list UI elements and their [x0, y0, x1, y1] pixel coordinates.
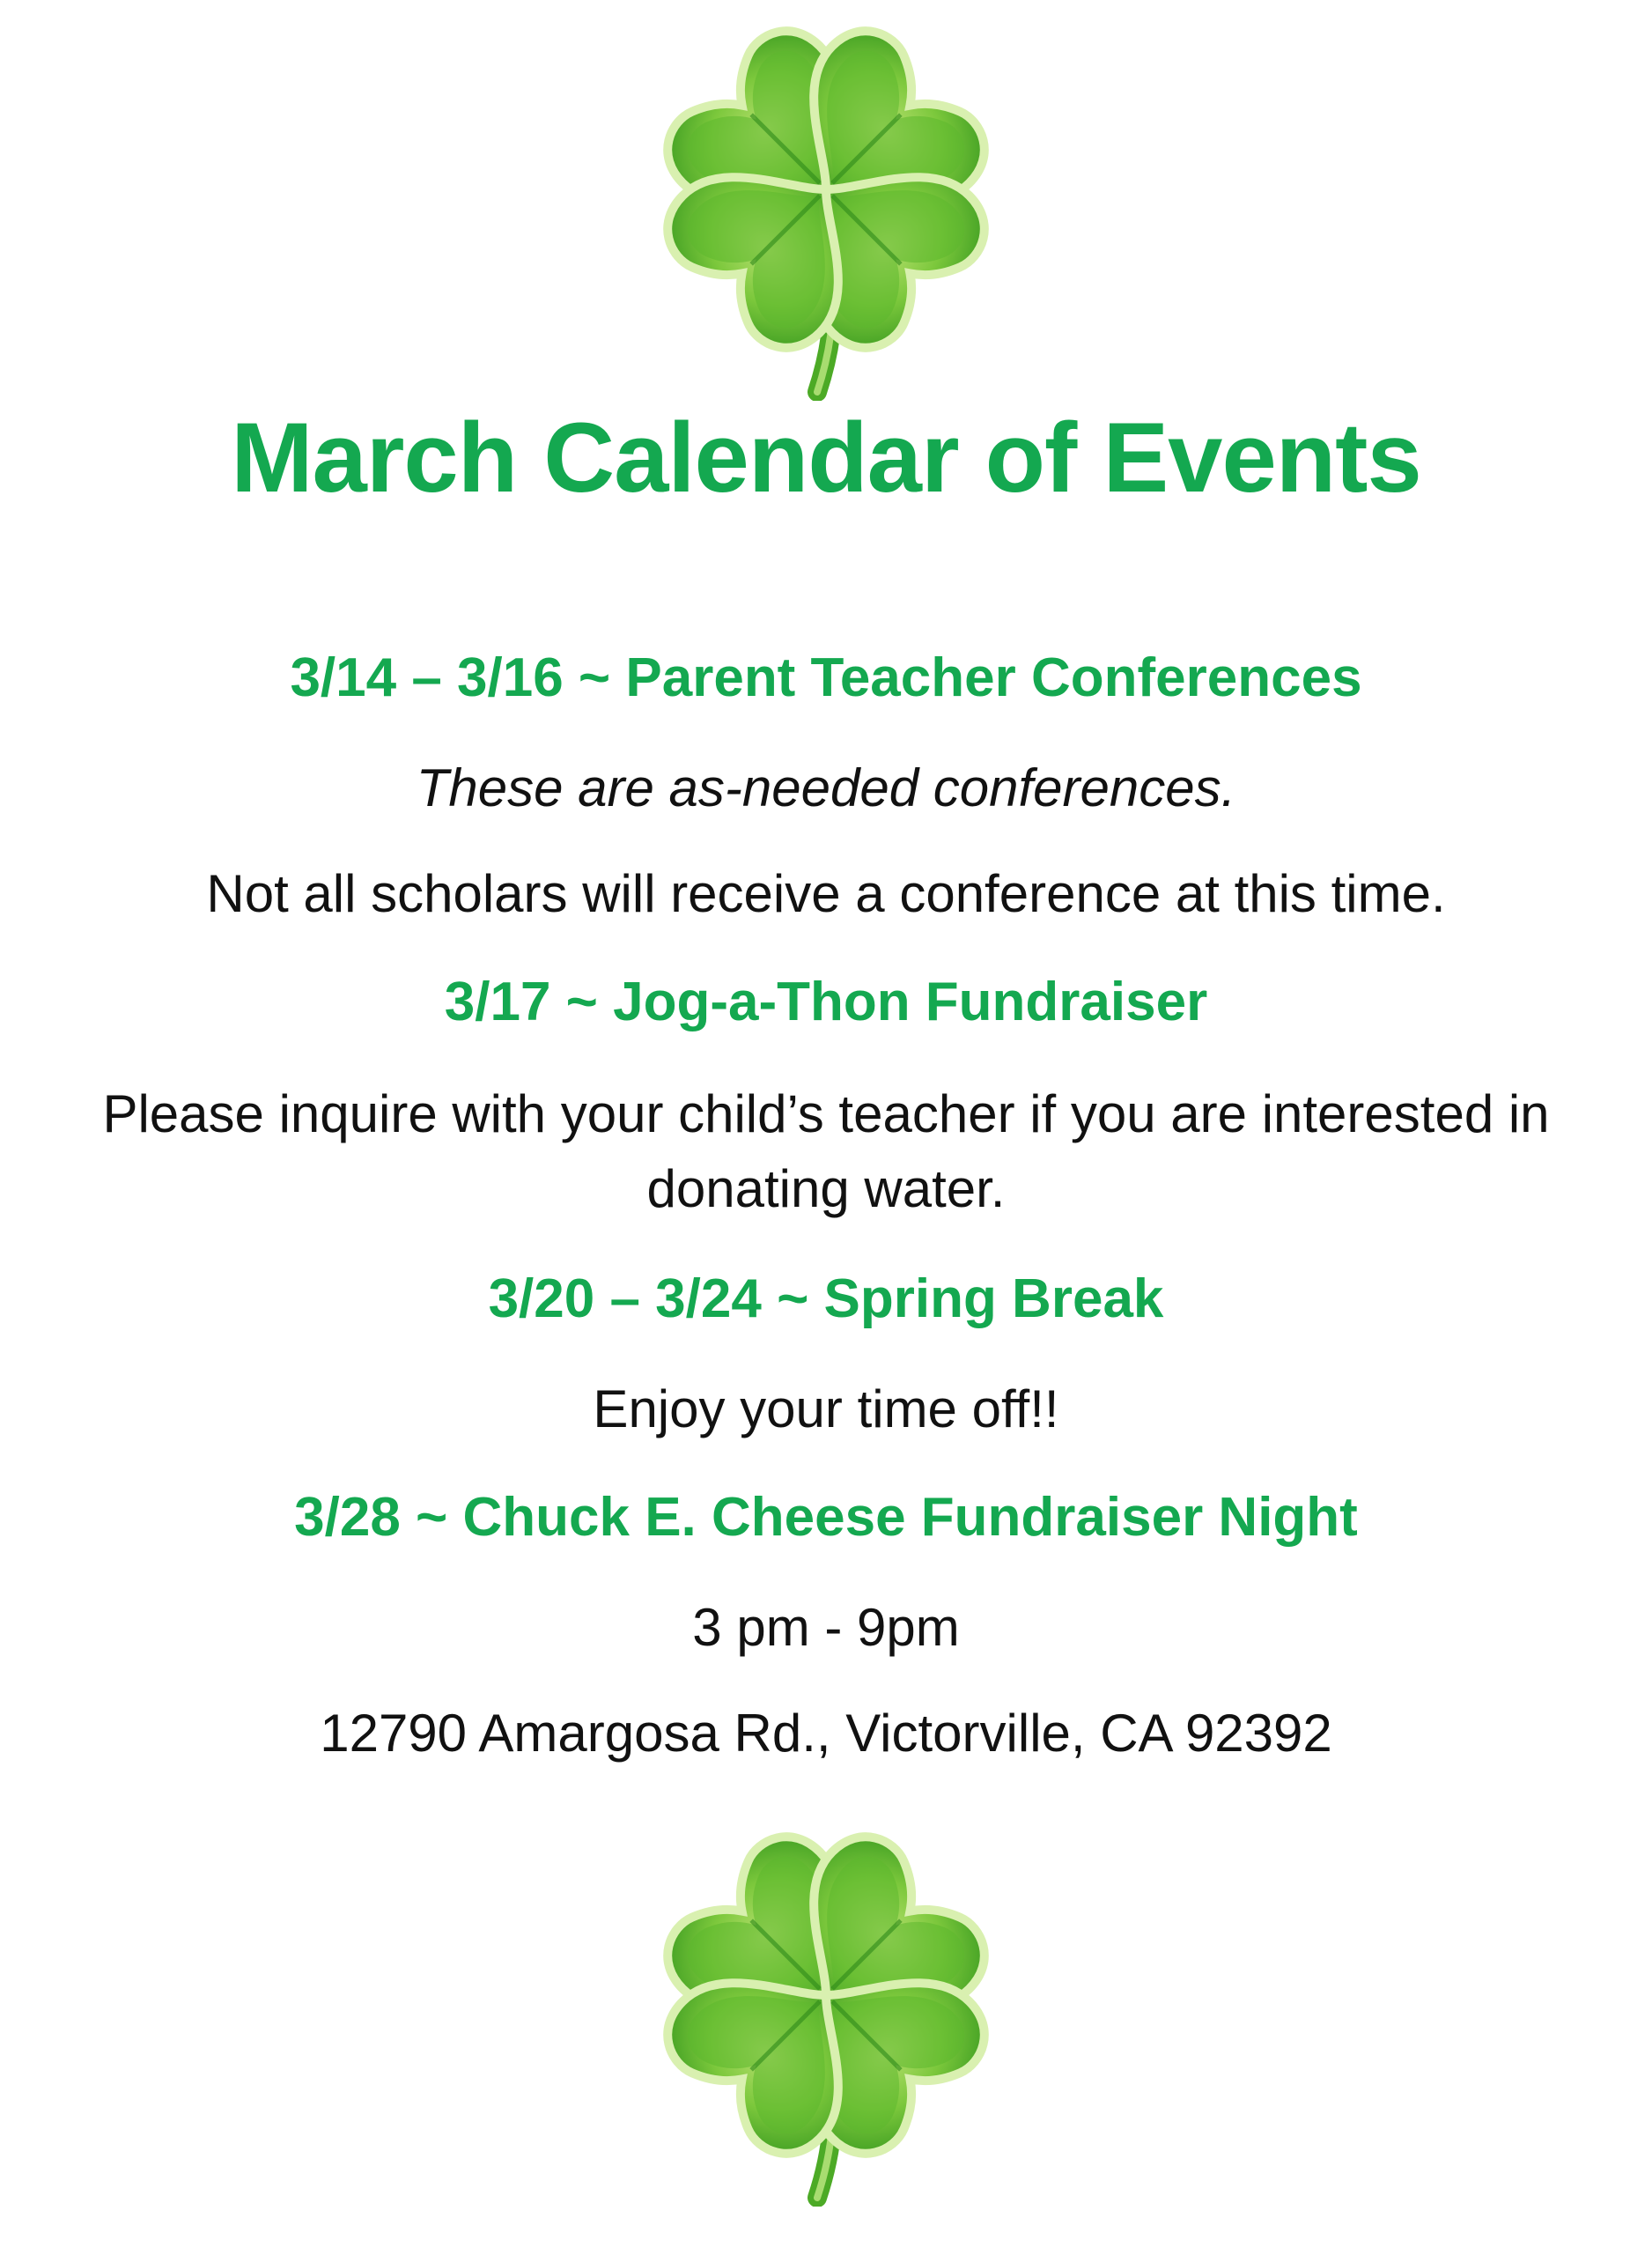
event-address: 12790 Amargosa Rd., Victorville, CA 92392	[320, 1704, 1332, 1763]
event-detail-line: Enjoy your time off!!	[593, 1379, 1059, 1438]
event-detail-line: donating water.	[646, 1159, 1006, 1218]
event-detail-line: Not all scholars will receive a conference at this time.	[206, 864, 1446, 923]
four-leaf-clover-icon	[650, 1819, 1002, 2207]
four-leaf-clover-icon	[650, 13, 1002, 401]
page-title: March Calendar of Events	[231, 403, 1421, 513]
event-heading-spring-break: 3/20 – 3/24 ~ Spring Break	[488, 1268, 1164, 1329]
event-time: 3 pm - 9pm	[692, 1598, 960, 1657]
event-heading-parent-teacher-conferences: 3/14 – 3/16 ~ Parent Teacher Conferences	[290, 647, 1362, 708]
event-detail-line: These are as-needed conferences.	[416, 758, 1236, 817]
event-detail-line: Please inquire with your child’s teacher if you are interested in	[102, 1084, 1550, 1143]
event-heading-jog-a-thon: 3/17 ~ Jog-a-Thon Fundraiser	[444, 972, 1208, 1032]
event-heading-chuck-e-cheese: 3/28 ~ Chuck E. Cheese Fundraiser Night	[294, 1487, 1358, 1548]
